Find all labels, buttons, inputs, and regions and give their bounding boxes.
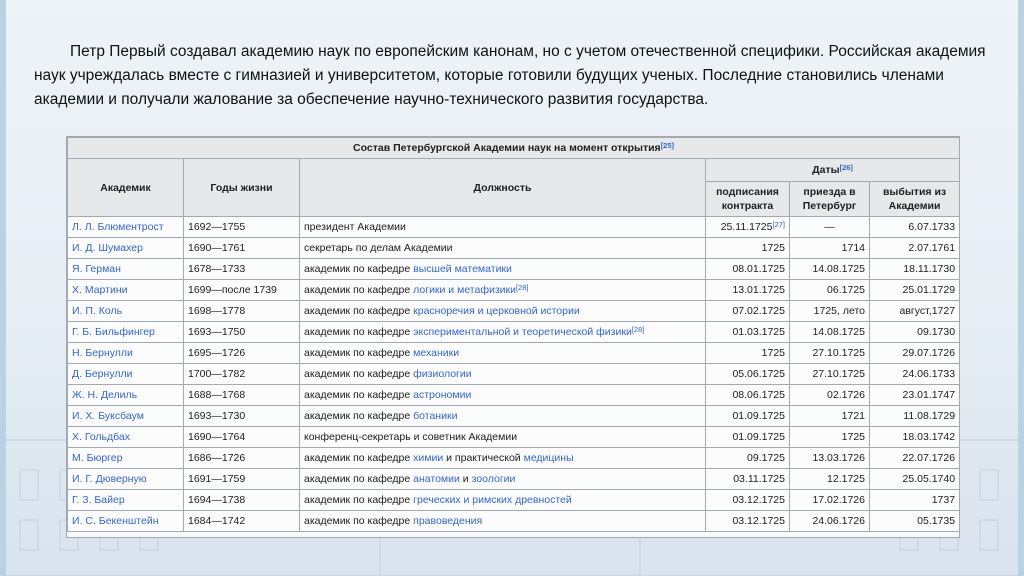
academic-name[interactable] [68, 259, 184, 280]
caption-ref[interactable]: [25] [660, 141, 675, 150]
departure-date: 05.1735 [870, 511, 960, 532]
arrival-date: 12.1725 [790, 469, 870, 490]
academic-name-link[interactable]: Я. Герман [72, 263, 121, 275]
academic-name-link[interactable]: Д. Бернулли [72, 368, 133, 380]
table-row [68, 238, 960, 259]
position-text: академик по кафедре [304, 347, 414, 359]
contract-date [706, 364, 790, 385]
contract-date [706, 280, 790, 301]
academic-name-link[interactable]: И. Д. Шумахер [72, 242, 143, 254]
header-departure[interactable]: выбытия из Академии [870, 182, 960, 217]
table-caption-row [68, 138, 960, 159]
academy-composition-table [67, 137, 960, 532]
contract-date [706, 469, 790, 490]
contract-date-text: 07.02.1725 [732, 305, 785, 317]
departure-date: 29.07.1726 [870, 343, 960, 364]
footnote-ref[interactable]: [28] [631, 325, 645, 334]
contract-date-text: 08.06.1725 [732, 389, 785, 401]
arrival-date: 24.06.1726 [790, 511, 870, 532]
header-years[interactable]: Годы жизни [184, 159, 300, 217]
table-row [68, 385, 960, 406]
table-body [68, 217, 960, 532]
contract-date [706, 301, 790, 322]
academic-name[interactable] [68, 448, 184, 469]
department-link[interactable]: астрономии [413, 389, 472, 401]
dates-ref[interactable]: [26] [839, 163, 853, 172]
years-of-life: 1691—1759 [184, 469, 300, 490]
academic-name[interactable] [68, 280, 184, 301]
table-row [68, 448, 960, 469]
position-text: академик по кафедре [304, 452, 414, 464]
position-text: академик по кафедре [304, 326, 414, 338]
position-text: академик по кафедре [304, 284, 414, 296]
contract-date [706, 343, 790, 364]
contract-date [706, 322, 790, 343]
academic-name-link[interactable]: Х. Гольдбах [72, 431, 131, 443]
academic-name-link[interactable]: М. Бюргер [72, 452, 123, 464]
position-text: конференц-секретарь и советник Академии [304, 431, 518, 443]
table-row [68, 511, 960, 532]
table-caption-text: Состав Петербургской Академии наук на момент открытия [353, 142, 661, 154]
position-text: академик по кафедре [304, 473, 414, 485]
contract-date-text: 03.12.1725 [732, 515, 785, 527]
years-of-life: 1700—1782 [184, 364, 300, 385]
contract-date-text: 08.01.1725 [732, 263, 785, 275]
position-cell [300, 238, 706, 259]
departure-date: август,1727 [870, 301, 960, 322]
contract-date-text: 03.11.1725 [733, 473, 785, 485]
table-row [68, 364, 960, 385]
academic-name[interactable] [68, 511, 184, 532]
position-cell [300, 343, 706, 364]
years-of-life: 1690—1764 [184, 427, 300, 448]
departure-date: 24.06.1733 [870, 364, 960, 385]
contract-date-text: 01.09.1725 [732, 410, 785, 422]
years-of-life: 1693—1730 [184, 406, 300, 427]
arrival-date: 06.1725 [790, 280, 870, 301]
position-cell [300, 406, 706, 427]
position-text: и [459, 473, 472, 485]
arrival-date: 1721 [790, 406, 870, 427]
academic-name[interactable] [68, 385, 184, 406]
academic-name[interactable] [68, 490, 184, 511]
academic-name[interactable] [68, 322, 184, 343]
contract-date-text: 13.01.1725 [732, 284, 785, 296]
academic-name[interactable] [68, 301, 184, 322]
academic-name-link[interactable]: Г. Б. Бильфингер [72, 326, 155, 338]
position-text: академик по кафедре [304, 368, 414, 380]
arrival-date: 02.1726 [790, 385, 870, 406]
department-link[interactable]: анатомии [413, 473, 460, 485]
academic-name[interactable] [68, 217, 184, 238]
header-row-1 [68, 159, 960, 182]
header-position[interactable]: Должность [300, 159, 706, 217]
academic-name[interactable] [68, 469, 184, 490]
years-of-life: 1695—1726 [184, 343, 300, 364]
arrival-date: 1714 [790, 238, 870, 259]
arrival-date: 1725, лето [790, 301, 870, 322]
academic-name[interactable] [68, 427, 184, 448]
contract-date [706, 448, 790, 469]
department-link[interactable]: физиологии [413, 368, 472, 380]
years-of-life: 1699—после 1739 [184, 280, 300, 301]
department-link[interactable]: красноречия и церковной истории [413, 305, 580, 317]
table-row [68, 301, 960, 322]
contract-date-text: 25.11.1725 [720, 221, 773, 233]
position-text: академик по кафедре [304, 389, 414, 401]
contract-date-text: 09.1725 [747, 452, 785, 464]
years-of-life: 1686—1726 [184, 448, 300, 469]
department-link[interactable]: греческих и римских древностей [413, 494, 572, 506]
department-link[interactable]: медицины [523, 452, 574, 464]
position-cell [300, 511, 706, 532]
years-of-life: 1678—1733 [184, 259, 300, 280]
departure-date: 11.08.1729 [870, 406, 960, 427]
position-cell [300, 217, 706, 238]
intro-text: Петр Первый создавал академию наук по европейским канонам, но с учетом отечественной специфики. Российская академия наук учреждалась вместе с гимназией и университетом, которые готовили будущих ученых. Последние становились членами академии и получали жалование за обеспечение научно-технического развития государства. [34, 43, 986, 108]
contract-date [706, 385, 790, 406]
header-arrival[interactable]: приезда в Петербург [790, 182, 870, 217]
position-cell [300, 301, 706, 322]
arrival-date: — [790, 217, 870, 238]
arrival-date: 17.02.1726 [790, 490, 870, 511]
contract-date [706, 427, 790, 448]
departure-date: 2.07.1761 [870, 238, 960, 259]
contract-date-text: 01.09.1725 [732, 431, 785, 443]
department-link[interactable]: экспериментальной и теоретической физики [413, 326, 632, 338]
departure-date: 23.01.1747 [870, 385, 960, 406]
contract-date-text: 1725 [761, 242, 785, 254]
departure-date: 18.03.1742 [870, 427, 960, 448]
contract-date [706, 406, 790, 427]
position-text: и практической [443, 452, 524, 464]
position-text: академик по кафедре [304, 515, 414, 527]
position-text: академик по кафедре [304, 305, 414, 317]
left-accent-bar [0, 0, 6, 576]
position-cell [300, 448, 706, 469]
contract-date-text: 01.03.1725 [732, 326, 785, 338]
contract-date [706, 217, 790, 238]
departure-date: 25.01.1729 [870, 280, 960, 301]
department-link[interactable]: логики и метафизики [413, 284, 516, 296]
header-contract[interactable]: подписания контракта [706, 182, 790, 217]
intro-paragraph [34, 40, 994, 112]
right-accent-bar [1018, 0, 1024, 576]
table-row [68, 406, 960, 427]
footnote-ref[interactable]: [27] [772, 220, 785, 229]
contract-date [706, 238, 790, 259]
position-text: секретарь по делам Академии [304, 242, 453, 254]
academic-name-link[interactable]: И. Х. Буксбаум [72, 410, 144, 422]
department-link[interactable]: ботаники [413, 410, 458, 422]
years-of-life: 1692—1755 [184, 217, 300, 238]
contract-date-text: 1725 [761, 347, 785, 359]
academic-name[interactable] [68, 406, 184, 427]
department-link[interactable]: правоведения [413, 515, 483, 527]
department-link[interactable]: высшей математики [413, 263, 512, 275]
table-row [68, 217, 960, 238]
position-cell [300, 259, 706, 280]
position-cell [300, 280, 706, 301]
table-caption [68, 138, 960, 159]
position-cell [300, 490, 706, 511]
years-of-life: 1698—1778 [184, 301, 300, 322]
departure-date: 09.1730 [870, 322, 960, 343]
header-dates-text: Даты [812, 164, 840, 176]
departure-date: 6.07.1733 [870, 217, 960, 238]
contract-date [706, 511, 790, 532]
contract-date [706, 490, 790, 511]
position-cell [300, 364, 706, 385]
years-of-life: 1690—1761 [184, 238, 300, 259]
arrival-date: 1725 [790, 427, 870, 448]
contract-date [706, 259, 790, 280]
years-of-life: 1693—1750 [184, 322, 300, 343]
years-of-life: 1688—1768 [184, 385, 300, 406]
table-row [68, 322, 960, 343]
academic-name[interactable] [68, 343, 184, 364]
arrival-date: 13.03.1726 [790, 448, 870, 469]
department-link[interactable]: зоологии [471, 473, 516, 485]
contract-date-text: 05.06.1725 [732, 368, 785, 380]
position-text: президент Академии [304, 221, 406, 233]
academic-name-link[interactable]: И. Г. Дюверную [72, 473, 147, 485]
position-cell [300, 469, 706, 490]
table-row [68, 259, 960, 280]
department-link[interactable]: механики [413, 347, 460, 359]
table-row [68, 490, 960, 511]
arrival-date: 14.08.1725 [790, 322, 870, 343]
academic-name-link[interactable]: Л. Л. Блюментрост [72, 221, 164, 233]
arrival-date: 14.08.1725 [790, 259, 870, 280]
arrival-date: 27.10.1725 [790, 364, 870, 385]
departure-date: 1737 [870, 490, 960, 511]
position-text: академик по кафедре [304, 410, 414, 422]
position-text: академик по кафедре [304, 494, 414, 506]
academic-name-link[interactable]: Ж. Н. Делиль [72, 389, 138, 401]
table-row [68, 427, 960, 448]
position-cell [300, 322, 706, 343]
academic-name[interactable] [68, 238, 184, 259]
academic-name-link[interactable]: Г. З. Байер [72, 494, 125, 506]
position-text: академик по кафедре [304, 263, 414, 275]
academic-name-link[interactable]: Х. Мартини [72, 284, 128, 296]
years-of-life: 1684—1742 [184, 511, 300, 532]
table-row [68, 280, 960, 301]
academic-name-link[interactable]: И. С. Бекенштейн [72, 515, 159, 527]
header-dates [706, 159, 960, 182]
footnote-ref[interactable]: [28] [515, 283, 529, 292]
departure-date: 18.11.1730 [870, 259, 960, 280]
academic-name[interactable] [68, 364, 184, 385]
position-cell [300, 427, 706, 448]
table-row [68, 469, 960, 490]
position-cell [300, 385, 706, 406]
academy-table-container [66, 136, 960, 538]
arrival-date: 27.10.1725 [790, 343, 870, 364]
academic-name-link[interactable]: Н. Бернулли [72, 347, 133, 359]
departure-date: 22.07.1726 [870, 448, 960, 469]
years-of-life: 1694—1738 [184, 490, 300, 511]
academic-name-link[interactable]: И. П. Коль [72, 305, 123, 317]
contract-date-text: 03.12.1725 [732, 494, 785, 506]
header-academic[interactable]: Академик [68, 159, 184, 217]
department-link[interactable]: химии [413, 452, 444, 464]
departure-date: 25.05.1740 [870, 469, 960, 490]
table-row [68, 343, 960, 364]
